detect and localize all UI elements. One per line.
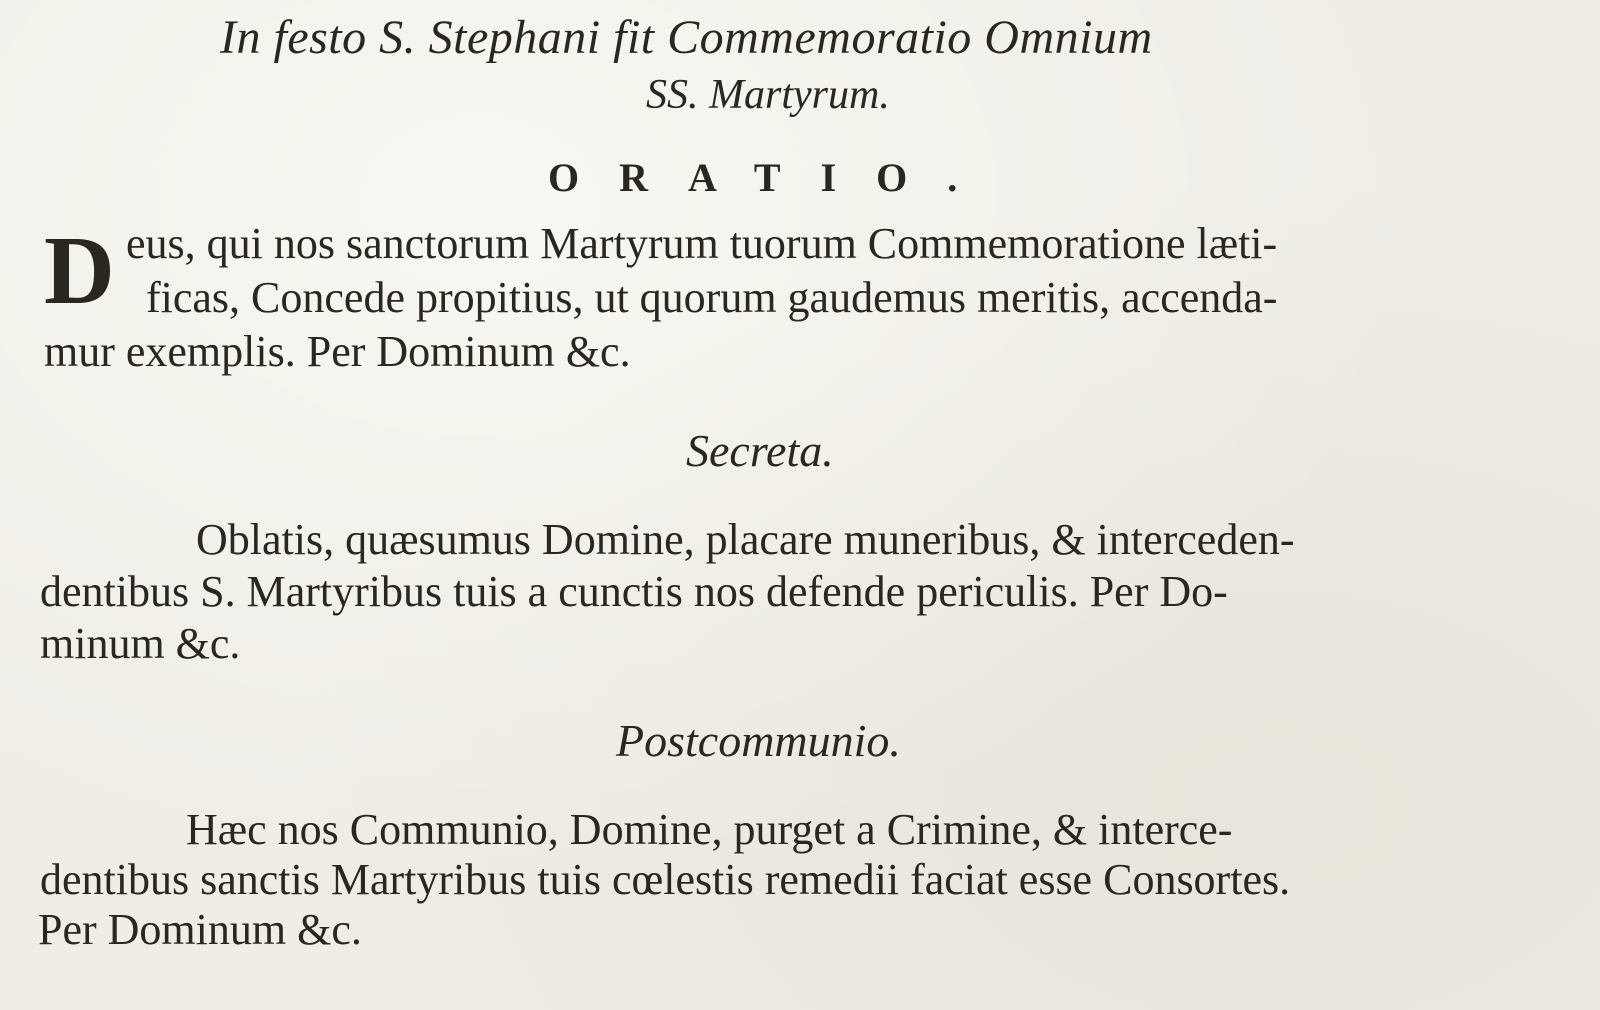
oratio-title: ORATIO. [548,155,998,200]
page-title: In festo S. Stephani fit Commemoratio Omnium [220,11,1153,64]
postcommunio-title: Postcommunio. [616,715,901,766]
oratio-text-line-2: ficas, Concede propitius, ut quorum gaudemus meritis, accenda- [146,273,1278,322]
oratio-text-line-3: mur exemplis. Per Dominum &c. [44,327,631,376]
page-subtitle: SS. Martyrum. [646,72,890,118]
secreta-text-line-3: minum &c. [40,619,241,668]
secreta-title: Secreta. [686,425,834,476]
oratio-text-line-1: eus, qui nos sanctorum Martyrum tuorum Commemoratione læti- [126,219,1278,268]
postcommunio-text-line-1: Hæc nos Communio, Domine, purget a Crimine, & interce- [186,805,1233,854]
secreta-text-line-2: dentibus S. Martyribus tuis a cunctis nos defende periculis. Per Do- [40,567,1228,616]
oratio-dropcap: D [44,217,115,325]
postcommunio-text-line-3: Per Dominum &c. [38,905,362,954]
postcommunio-text-line-2: dentibus sanctis Martyribus tuis cœlestis remedii faciat esse Consortes. [40,855,1291,904]
secreta-text-line-1: Oblatis, quæsumus Domine, placare muneribus, & interceden- [196,515,1295,564]
